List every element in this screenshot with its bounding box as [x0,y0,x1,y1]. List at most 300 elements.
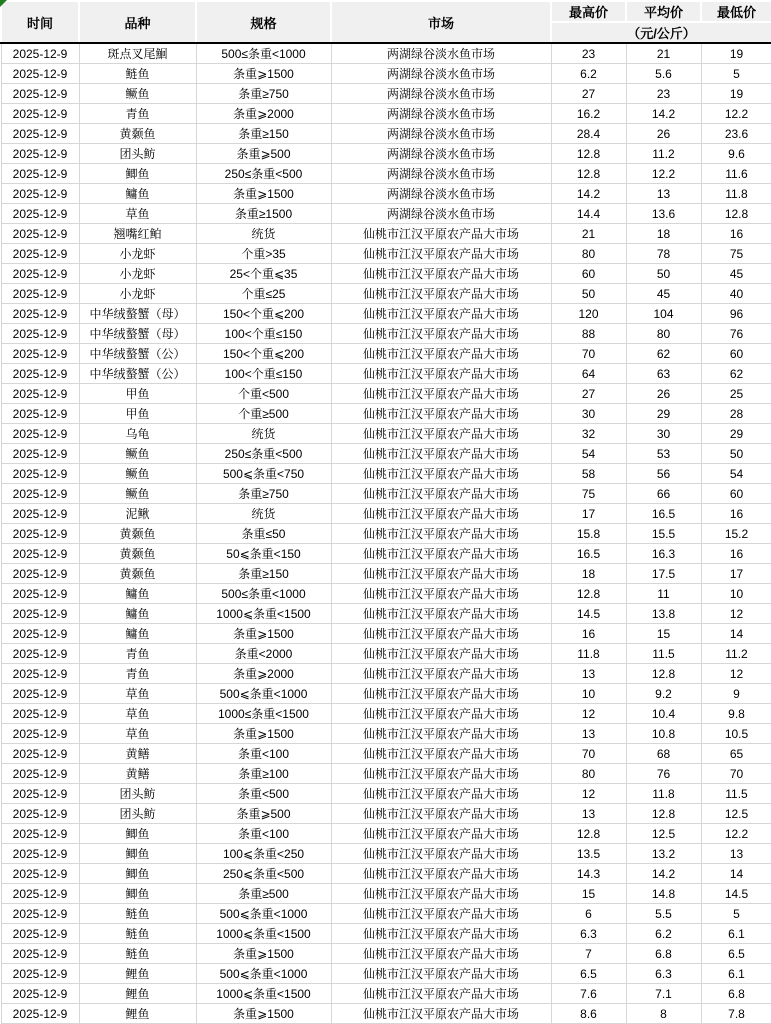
col-header-spec: 规格 [196,1,331,43]
cell-variety: 鳜鱼 [79,84,196,104]
cell-market: 两湖绿谷淡水鱼市场 [331,43,551,64]
table-row [1,544,771,564]
cell-spec: 条重≤50 [196,524,331,544]
table-row [1,804,771,824]
table-body [1,43,771,1024]
cell-time: 2025-12-9 [1,1004,79,1024]
cell-variety: 团头鲂 [79,144,196,164]
cell-high-price: 14.5 [551,604,626,624]
cell-low-price: 19 [701,84,771,104]
table-row [1,424,771,444]
cell-high-price: 13 [551,664,626,684]
cell-market: 仙桃市江汉平原农产品大市场 [331,884,551,904]
cell-time: 2025-12-9 [1,64,79,84]
cell-avg-price: 13.2 [626,844,701,864]
cell-time: 2025-12-9 [1,264,79,284]
cell-low-price: 12.2 [701,104,771,124]
cell-low-price: 25 [701,384,771,404]
cell-time: 2025-12-9 [1,764,79,784]
table-row [1,284,771,304]
cell-variety: 鲢鱼 [79,944,196,964]
cell-high-price: 30 [551,404,626,424]
cell-low-price: 29 [701,424,771,444]
table-row [1,984,771,1004]
cell-avg-price: 68 [626,744,701,764]
cell-avg-price: 26 [626,124,701,144]
cell-avg-price: 62 [626,344,701,364]
cell-variety: 鳙鱼 [79,584,196,604]
cell-spec: 100<个重≤150 [196,364,331,384]
cell-avg-price: 53 [626,444,701,464]
cell-spec: 250≤条重<500 [196,444,331,464]
cell-market: 两湖绿谷淡水鱼市场 [331,104,551,124]
cell-market: 仙桃市江汉平原农产品大市场 [331,664,551,684]
cell-market: 仙桃市江汉平原农产品大市场 [331,1004,551,1024]
cell-avg-price: 80 [626,324,701,344]
cell-time: 2025-12-9 [1,164,79,184]
cell-avg-price: 23 [626,84,701,104]
cell-spec: 500⩽条重<1000 [196,964,331,984]
cell-avg-price: 12.2 [626,164,701,184]
table-row [1,924,771,944]
cell-variety: 草鱼 [79,724,196,744]
cell-spec: 条重⩾2000 [196,664,331,684]
cell-variety: 团头鲂 [79,804,196,824]
table-row [1,224,771,244]
cell-high-price: 50 [551,284,626,304]
cell-high-price: 28.4 [551,124,626,144]
cell-market: 仙桃市江汉平原农产品大市场 [331,864,551,884]
cell-time: 2025-12-9 [1,504,79,524]
cell-variety: 草鱼 [79,204,196,224]
table-row [1,884,771,904]
cell-avg-price: 15 [626,624,701,644]
cell-high-price: 12.8 [551,584,626,604]
cell-avg-price: 5.5 [626,904,701,924]
cell-market: 仙桃市江汉平原农产品大市场 [331,844,551,864]
table-row [1,164,771,184]
cell-low-price: 96 [701,304,771,324]
cell-time: 2025-12-9 [1,644,79,664]
cell-variety: 鳜鱼 [79,464,196,484]
cell-market: 仙桃市江汉平原农产品大市场 [331,824,551,844]
table-row [1,204,771,224]
cell-market: 仙桃市江汉平原农产品大市场 [331,984,551,1004]
cell-variety: 鳜鱼 [79,444,196,464]
cell-low-price: 10 [701,584,771,604]
table-row [1,744,771,764]
cell-spec: 条重<100 [196,744,331,764]
cell-spec: 500≤条重<1000 [196,584,331,604]
cell-avg-price: 63 [626,364,701,384]
table-row [1,324,771,344]
cell-avg-price: 14.2 [626,864,701,884]
cell-spec: 条重⩾1500 [196,944,331,964]
cell-time: 2025-12-9 [1,104,79,124]
cell-high-price: 27 [551,84,626,104]
cell-market: 仙桃市江汉平原农产品大市场 [331,904,551,924]
cell-spec: 条重≥150 [196,124,331,144]
table-row [1,644,771,664]
cell-variety: 鲫鱼 [79,884,196,904]
cell-avg-price: 10.4 [626,704,701,724]
cell-spec: 500≤条重<1000 [196,43,331,64]
cell-low-price: 19 [701,43,771,64]
table-row [1,384,771,404]
table-row [1,624,771,644]
table-row [1,264,771,284]
cell-avg-price: 17.5 [626,564,701,584]
cell-time: 2025-12-9 [1,464,79,484]
cell-low-price: 11.8 [701,184,771,204]
cell-low-price: 9.8 [701,704,771,724]
cell-spec: 个重≥500 [196,404,331,424]
cell-low-price: 54 [701,464,771,484]
cell-time: 2025-12-9 [1,564,79,584]
cell-time: 2025-12-9 [1,944,79,964]
cell-avg-price: 6.2 [626,924,701,944]
cell-low-price: 17 [701,564,771,584]
cell-high-price: 58 [551,464,626,484]
cell-variety: 鲤鱼 [79,964,196,984]
table-row [1,124,771,144]
cell-avg-price: 7.1 [626,984,701,1004]
cell-market: 仙桃市江汉平原农产品大市场 [331,304,551,324]
cell-high-price: 70 [551,344,626,364]
cell-spec: 条重≥750 [196,484,331,504]
cell-time: 2025-12-9 [1,604,79,624]
cell-market: 仙桃市江汉平原农产品大市场 [331,264,551,284]
table-row [1,824,771,844]
cell-market: 仙桃市江汉平原农产品大市场 [331,404,551,424]
cell-avg-price: 10.8 [626,724,701,744]
table-row [1,504,771,524]
table-row [1,404,771,424]
cell-high-price: 14.4 [551,204,626,224]
cell-spec: 50⩽条重<150 [196,544,331,564]
cell-spec: 150<个重⩽200 [196,344,331,364]
cell-spec: 250⩽条重<500 [196,864,331,884]
cell-high-price: 14.2 [551,184,626,204]
cell-low-price: 13 [701,844,771,864]
cell-time: 2025-12-9 [1,704,79,724]
cell-low-price: 10.5 [701,724,771,744]
table-row [1,304,771,324]
cell-market: 仙桃市江汉平原农产品大市场 [331,784,551,804]
cell-market: 仙桃市江汉平原农产品大市场 [331,364,551,384]
table-row [1,704,771,724]
cell-low-price: 28 [701,404,771,424]
cell-avg-price: 16.5 [626,504,701,524]
cell-time: 2025-12-9 [1,884,79,904]
table-header [1,1,771,43]
cell-spec: 1000≤条重<1500 [196,704,331,724]
cell-variety: 黄鳝 [79,764,196,784]
table-row [1,864,771,884]
cell-time: 2025-12-9 [1,43,79,64]
cell-low-price: 5 [701,64,771,84]
cell-spec: 条重≥750 [196,84,331,104]
cell-time: 2025-12-9 [1,744,79,764]
cell-high-price: 6 [551,904,626,924]
cell-low-price: 6.8 [701,984,771,1004]
cell-variety: 鲫鱼 [79,164,196,184]
table-row [1,964,771,984]
cell-spec: 统货 [196,224,331,244]
price-unit-note: （元/公斤） [551,22,771,43]
cell-variety: 甲鱼 [79,384,196,404]
cell-market: 仙桃市江汉平原农产品大市场 [331,464,551,484]
table-row [1,364,771,384]
cell-avg-price: 21 [626,43,701,64]
cell-time: 2025-12-9 [1,804,79,824]
cell-market: 两湖绿谷淡水鱼市场 [331,184,551,204]
cell-variety: 青鱼 [79,104,196,124]
cell-time: 2025-12-9 [1,424,79,444]
cell-avg-price: 6.3 [626,964,701,984]
cell-low-price: 5 [701,904,771,924]
cell-high-price: 64 [551,364,626,384]
cell-time: 2025-12-9 [1,784,79,804]
cell-market: 仙桃市江汉平原农产品大市场 [331,604,551,624]
cell-variety: 黄颡鱼 [79,544,196,564]
cell-spec: 条重≥150 [196,564,331,584]
cell-time: 2025-12-9 [1,324,79,344]
table-row [1,664,771,684]
cell-time: 2025-12-9 [1,84,79,104]
table-row [1,844,771,864]
cell-time: 2025-12-9 [1,964,79,984]
cell-market: 仙桃市江汉平原农产品大市场 [331,244,551,264]
cell-avg-price: 50 [626,264,701,284]
cell-avg-price: 13.6 [626,204,701,224]
cell-market: 仙桃市江汉平原农产品大市场 [331,444,551,464]
cell-high-price: 75 [551,484,626,504]
cell-high-price: 12.8 [551,144,626,164]
cell-avg-price: 8 [626,1004,701,1024]
cell-time: 2025-12-9 [1,124,79,144]
cell-variety: 中华绒螯蟹（公） [79,364,196,384]
cell-variety: 中华绒螯蟹（公） [79,344,196,364]
cell-variety: 鲫鱼 [79,864,196,884]
cell-variety: 翘嘴红鲌 [79,224,196,244]
cell-low-price: 70 [701,764,771,784]
cell-time: 2025-12-9 [1,224,79,244]
cell-high-price: 15 [551,884,626,904]
cell-high-price: 8.6 [551,1004,626,1024]
cell-avg-price: 30 [626,424,701,444]
cell-market: 仙桃市江汉平原农产品大市场 [331,724,551,744]
cell-high-price: 16.5 [551,544,626,564]
col-header-market: 市场 [331,1,551,43]
cell-variety: 甲鱼 [79,404,196,424]
cell-variety: 黄颡鱼 [79,524,196,544]
cell-time: 2025-12-9 [1,304,79,324]
table-row [1,104,771,124]
cell-spec: 条重<2000 [196,644,331,664]
cell-high-price: 80 [551,244,626,264]
cell-low-price: 62 [701,364,771,384]
table-row [1,604,771,624]
cell-avg-price: 18 [626,224,701,244]
cell-market: 仙桃市江汉平原农产品大市场 [331,944,551,964]
cell-time: 2025-12-9 [1,824,79,844]
cell-low-price: 9.6 [701,144,771,164]
cell-spec: 500⩽条重<750 [196,464,331,484]
cell-time: 2025-12-9 [1,484,79,504]
cell-high-price: 13.5 [551,844,626,864]
cell-high-price: 70 [551,744,626,764]
cell-market: 仙桃市江汉平原农产品大市场 [331,544,551,564]
cell-spec: 条重<100 [196,824,331,844]
cell-market: 仙桃市江汉平原农产品大市场 [331,624,551,644]
cell-high-price: 16.2 [551,104,626,124]
cell-low-price: 7.8 [701,1004,771,1024]
cell-high-price: 88 [551,324,626,344]
col-header-high-price: 最高价 [551,1,626,22]
cell-low-price: 12 [701,664,771,684]
cell-market: 两湖绿谷淡水鱼市场 [331,124,551,144]
cell-time: 2025-12-9 [1,524,79,544]
cell-market: 仙桃市江汉平原农产品大市场 [331,704,551,724]
cell-low-price: 60 [701,344,771,364]
cell-spec: 150<个重⩽200 [196,304,331,324]
cell-spec: 条重⩾1500 [196,64,331,84]
cell-high-price: 12.8 [551,824,626,844]
cell-low-price: 45 [701,264,771,284]
cell-high-price: 13 [551,804,626,824]
cell-time: 2025-12-9 [1,724,79,744]
cell-time: 2025-12-9 [1,584,79,604]
table-row [1,484,771,504]
table-row [1,84,771,104]
cell-variety: 小龙虾 [79,244,196,264]
cell-low-price: 11.2 [701,644,771,664]
cell-avg-price: 6.8 [626,944,701,964]
cell-high-price: 13 [551,724,626,744]
cell-spec: 条重⩾1500 [196,724,331,744]
cell-spec: 条重<500 [196,784,331,804]
cell-market: 仙桃市江汉平原农产品大市场 [331,524,551,544]
cell-market: 仙桃市江汉平原农产品大市场 [331,504,551,524]
cell-time: 2025-12-9 [1,364,79,384]
cell-avg-price: 5.6 [626,64,701,84]
cell-high-price: 17 [551,504,626,524]
cell-low-price: 11.5 [701,784,771,804]
table-row [1,184,771,204]
cell-low-price: 12.5 [701,804,771,824]
cell-high-price: 7 [551,944,626,964]
cell-avg-price: 104 [626,304,701,324]
cell-market: 仙桃市江汉平原农产品大市场 [331,584,551,604]
cell-variety: 斑点叉尾鮰 [79,43,196,64]
cell-spec: 500⩽条重<1000 [196,684,331,704]
cell-spec: 1000⩽条重<1500 [196,924,331,944]
cell-spec: 25<个重⩽35 [196,264,331,284]
cell-variety: 鲤鱼 [79,984,196,1004]
excel-corner-marker [0,0,7,7]
table-row [1,524,771,544]
table-row [1,1004,771,1024]
table-row [1,944,771,964]
cell-spec: 条重≥100 [196,764,331,784]
cell-avg-price: 11 [626,584,701,604]
cell-low-price: 23.6 [701,124,771,144]
cell-variety: 青鱼 [79,664,196,684]
cell-low-price: 12.8 [701,204,771,224]
cell-spec: 统货 [196,504,331,524]
table-row [1,444,771,464]
cell-variety: 黄鳝 [79,744,196,764]
cell-time: 2025-12-9 [1,624,79,644]
cell-high-price: 80 [551,764,626,784]
cell-time: 2025-12-9 [1,444,79,464]
cell-high-price: 27 [551,384,626,404]
cell-variety: 鳙鱼 [79,624,196,644]
table-row [1,64,771,84]
cell-time: 2025-12-9 [1,184,79,204]
cell-high-price: 54 [551,444,626,464]
cell-market: 仙桃市江汉平原农产品大市场 [331,644,551,664]
cell-variety: 黄颡鱼 [79,124,196,144]
cell-market: 仙桃市江汉平原农产品大市场 [331,484,551,504]
cell-variety: 乌龟 [79,424,196,444]
cell-time: 2025-12-9 [1,244,79,264]
table-row [1,344,771,364]
cell-avg-price: 16.3 [626,544,701,564]
cell-low-price: 60 [701,484,771,504]
cell-high-price: 12 [551,784,626,804]
cell-high-price: 6.5 [551,964,626,984]
col-header-time: 时间 [1,1,79,43]
cell-time: 2025-12-9 [1,844,79,864]
cell-low-price: 14 [701,624,771,644]
cell-market: 仙桃市江汉平原农产品大市场 [331,744,551,764]
cell-low-price: 75 [701,244,771,264]
cell-avg-price: 11.2 [626,144,701,164]
cell-market: 仙桃市江汉平原农产品大市场 [331,384,551,404]
cell-spec: 条重⩾1500 [196,624,331,644]
cell-high-price: 16 [551,624,626,644]
header-row-main [1,1,771,22]
cell-low-price: 6.5 [701,944,771,964]
cell-market: 仙桃市江汉平原农产品大市场 [331,224,551,244]
cell-avg-price: 15.5 [626,524,701,544]
cell-low-price: 65 [701,744,771,764]
cell-high-price: 12.8 [551,164,626,184]
cell-time: 2025-12-9 [1,924,79,944]
cell-time: 2025-12-9 [1,284,79,304]
table-row [1,784,771,804]
cell-low-price: 11.6 [701,164,771,184]
cell-market: 仙桃市江汉平原农产品大市场 [331,424,551,444]
cell-variety: 黄颡鱼 [79,564,196,584]
cell-variety: 泥鳅 [79,504,196,524]
cell-market: 仙桃市江汉平原农产品大市场 [331,684,551,704]
cell-avg-price: 14.2 [626,104,701,124]
cell-avg-price: 56 [626,464,701,484]
cell-low-price: 14 [701,864,771,884]
cell-time: 2025-12-9 [1,344,79,364]
cell-variety: 鲢鱼 [79,904,196,924]
cell-low-price: 76 [701,324,771,344]
cell-avg-price: 45 [626,284,701,304]
cell-avg-price: 78 [626,244,701,264]
cell-high-price: 12 [551,704,626,724]
table-row [1,764,771,784]
cell-time: 2025-12-9 [1,684,79,704]
cell-time: 2025-12-9 [1,864,79,884]
